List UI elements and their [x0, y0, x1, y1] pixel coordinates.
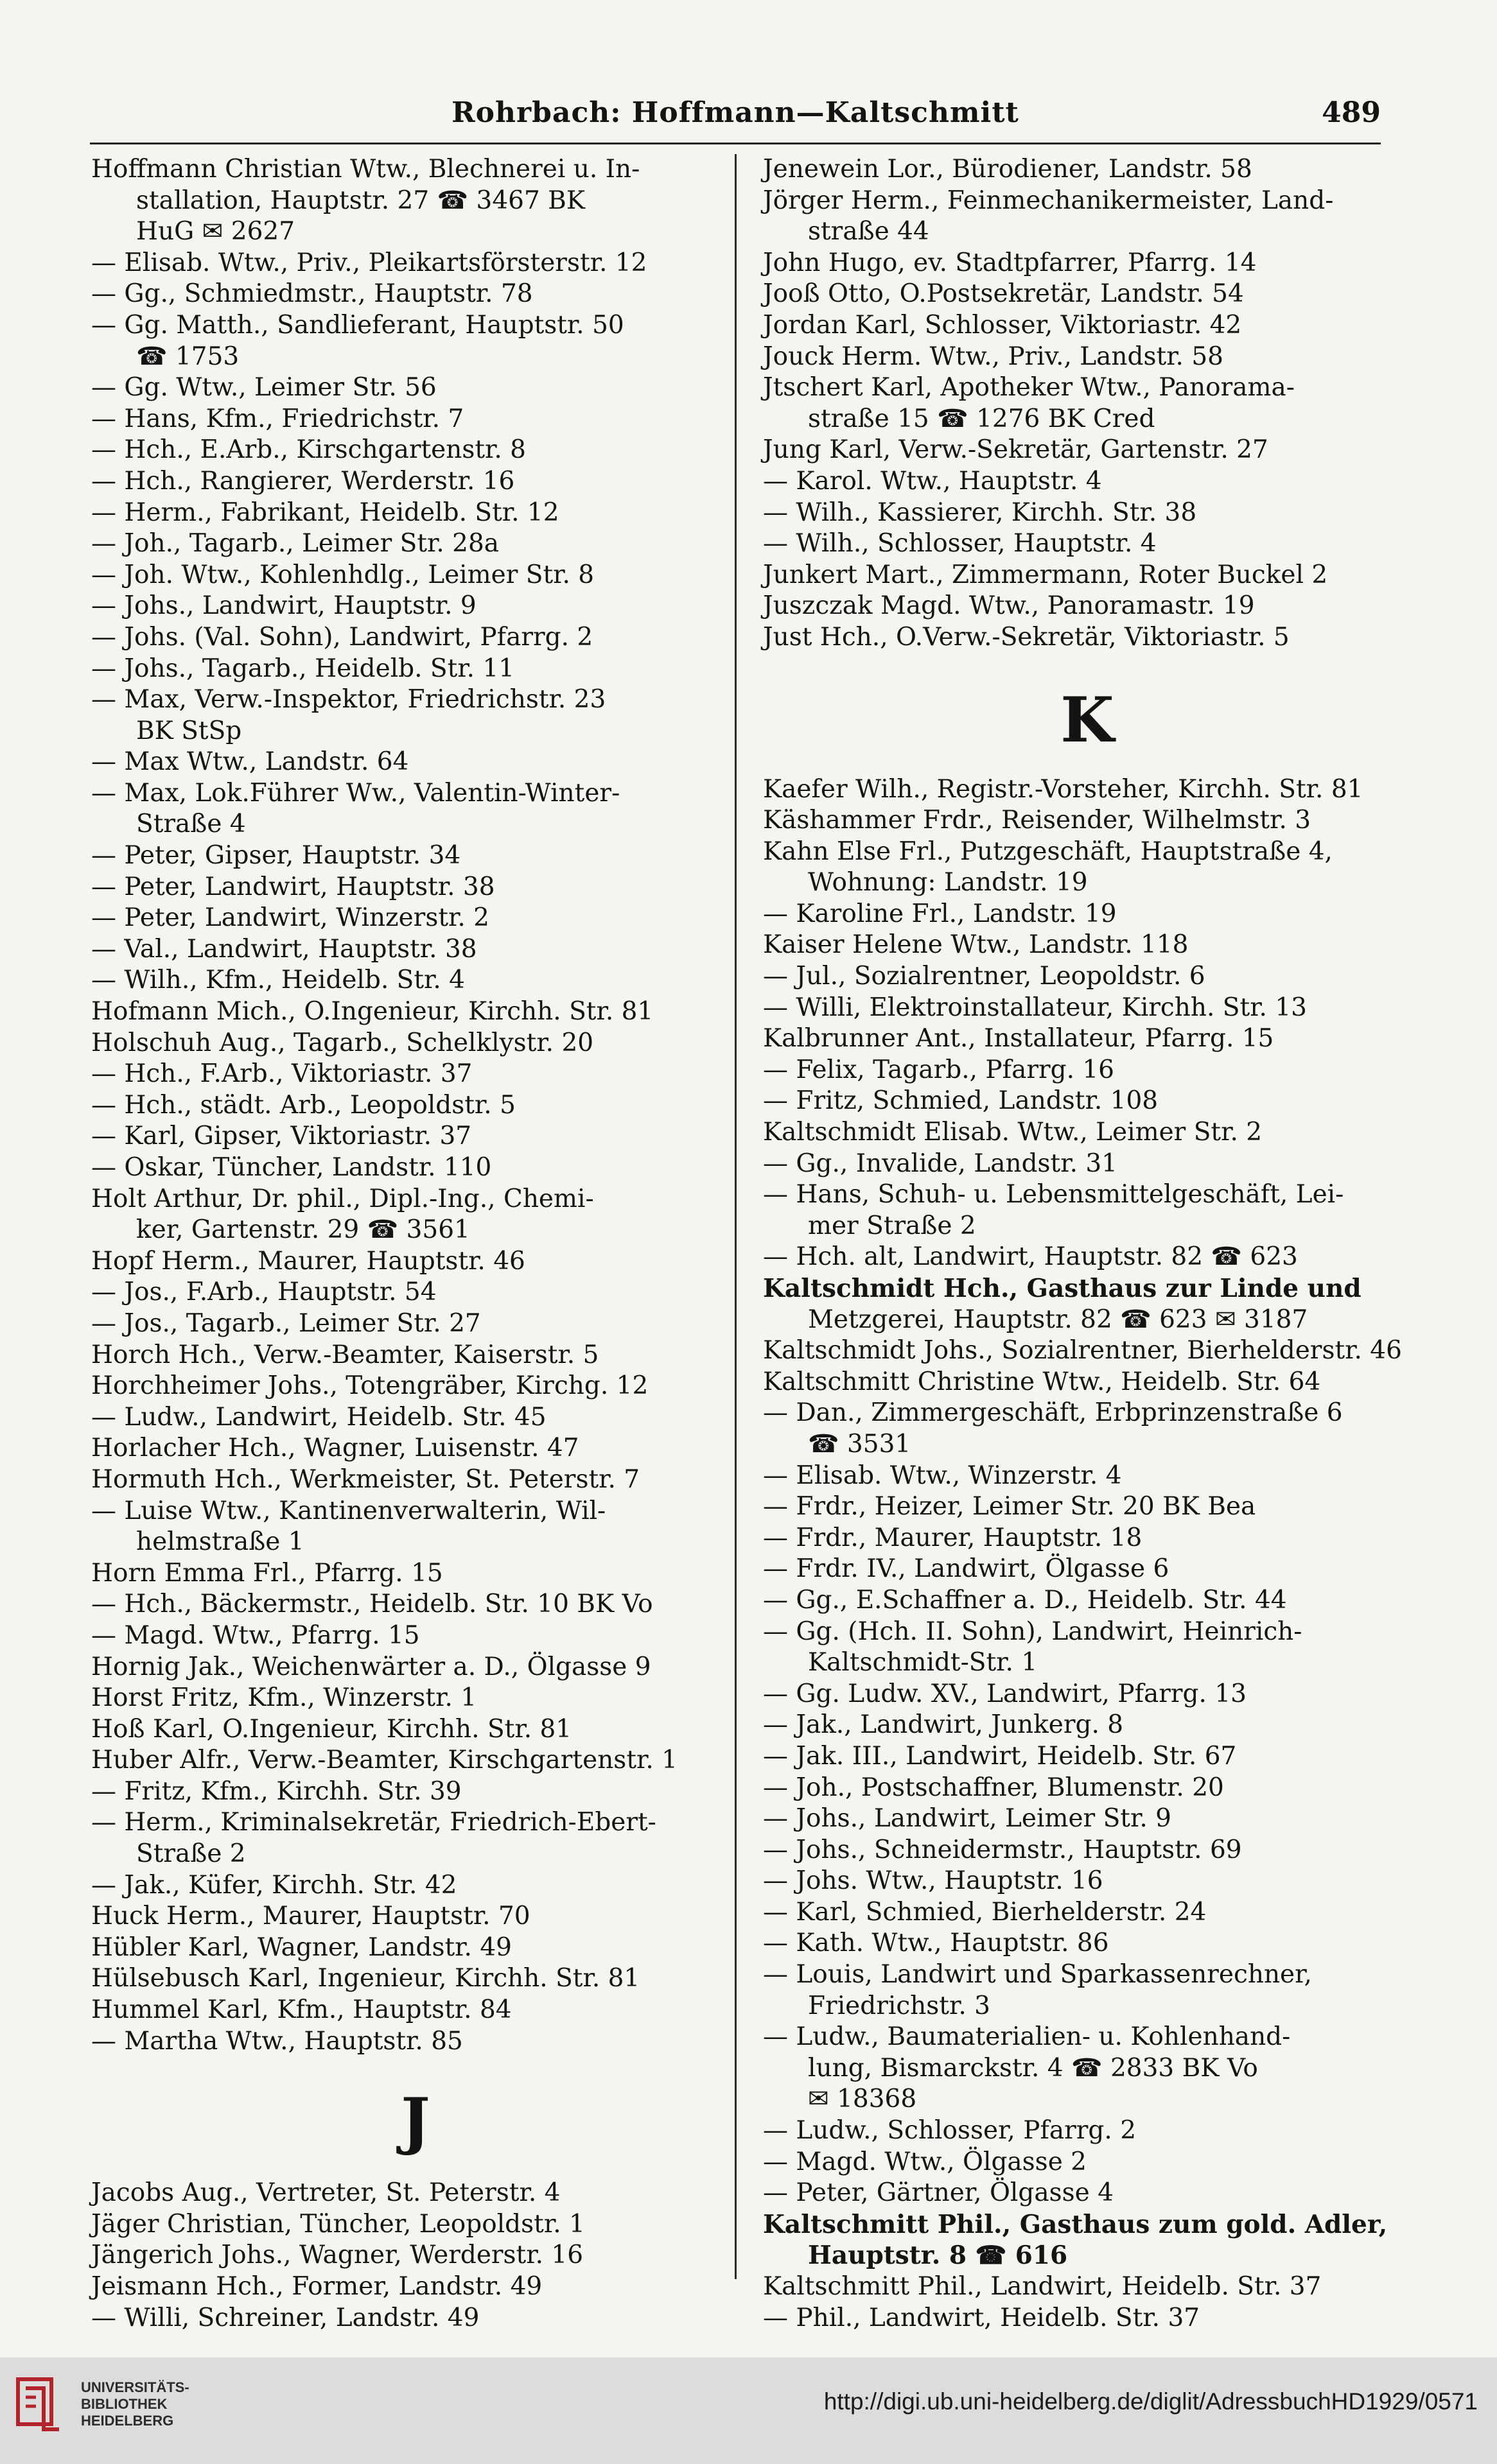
directory-entry: — Herm., Kriminalsekretär, Friedrich-Ebert-	[91, 1808, 656, 1837]
entry-continuation: helmstraße 1	[136, 1527, 304, 1557]
directory-entry: Jooß Otto, O.Postsekretär, Landstr. 54	[763, 279, 1244, 309]
directory-entry: — Martha Wtw., Hauptstr. 85	[91, 2026, 463, 2056]
directory-entry: — Jos., F.Arb., Hauptstr. 54	[91, 1278, 437, 1307]
directory-entry: — Johs., Landwirt, Leimer Str. 9	[763, 1804, 1171, 1834]
directory-entry: — Fritz, Schmied, Landstr. 108	[763, 1086, 1159, 1116]
directory-entry: Kaltschmitt Phil., Landwirt, Heidelb. Str. 37	[763, 2272, 1322, 2301]
directory-entry: Kaltschmitt Phil., Gasthaus zum gold. Adler,	[763, 2209, 1388, 2239]
directory-entry: — Hch., städt. Arb., Leopoldstr. 5	[91, 1090, 516, 1120]
left-entries	[91, 154, 740, 2057]
directory-entry: Just Hch., O.Verw.-Sekretär, Viktoriastr. 5	[763, 622, 1290, 652]
right-entries-after	[763, 774, 1412, 2334]
page-number: 489	[1322, 96, 1381, 129]
directory-entry: John Hugo, ev. Stadtpfarrer, Pfarrg. 14	[763, 248, 1257, 277]
entry-continuation: Wohnung: Landstr. 19	[808, 868, 1088, 898]
directory-entry: — Peter, Gärtner, Ölgasse 4	[763, 2178, 1114, 2208]
directory-entry: — Hans, Schuh- u. Lebensmittelgeschäft, Lei-	[763, 1180, 1344, 1210]
directory-entry: — Magd. Wtw., Ölgasse 2	[763, 2147, 1087, 2176]
page-header	[90, 96, 1381, 135]
directory-entry: Kahn Else Frl., Putzgeschäft, Hauptstraße 4,	[763, 837, 1333, 866]
library-logo-icon	[14, 2375, 63, 2434]
directory-entry: Jtschert Karl, Apotheker Wtw., Panorama-	[763, 373, 1295, 403]
directory-entry: — Frdr. IV., Landwirt, Ölgasse 6	[763, 1554, 1169, 1584]
directory-entry: Jörger Herm., Feinmechanikermeister, Land-	[763, 186, 1334, 215]
directory-entry: — Ludw., Schlosser, Pfarrg. 2	[763, 2116, 1137, 2146]
directory-entry: Kaltschmitt Christine Wtw., Heidelb. Str. 64	[763, 1367, 1321, 1396]
directory-entry: — Jul., Sozialrentner, Leopoldstr. 6	[763, 962, 1205, 991]
directory-entry: Hormuth Hch., Werkmeister, St. Peterstr. 7	[91, 1464, 640, 1494]
directory-entry: Hopf Herm., Maurer, Hauptstr. 46	[91, 1246, 525, 1276]
directory-entry: — Karoline Frl., Landstr. 19	[763, 899, 1117, 928]
directory-entry: Holschuh Aug., Tagarb., Schelklystr. 20	[91, 1028, 594, 1057]
directory-entry: — Jos., Tagarb., Leimer Str. 27	[91, 1308, 481, 1338]
source-url[interactable]: http://digi.ub.uni-heidelberg.de/diglit/AdressbuchHD1929/0571	[823, 2388, 1478, 2415]
directory-entry: — Wilh., Kassierer, Kirchh. Str. 38	[763, 498, 1197, 527]
directory-entry: — Karl, Schmied, Bierhelderstr. 24	[763, 1897, 1207, 1927]
directory-entry: — Peter, Landwirt, Winzerstr. 2	[91, 903, 489, 933]
directory-entry: — Johs., Tagarb., Heidelb. Str. 11	[91, 654, 515, 683]
directory-entry: Hoß Karl, O.Ingenieur, Kirchh. Str. 81	[91, 1714, 572, 1744]
directory-entry: — Karl, Gipser, Viktoriastr. 37	[91, 1122, 472, 1151]
directory-entry: Horn Emma Frl., Pfarrg. 15	[91, 1558, 443, 1588]
right-column	[763, 154, 1412, 2334]
directory-entry: — Hch., Bäckermstr., Heidelb. Str. 10 BK Vo	[91, 1590, 653, 1619]
directory-entry: — Gg. Matth., Sandlieferant, Hauptstr. 50	[91, 310, 624, 340]
directory-entry: — Gg. Wtw., Leimer Str. 56	[91, 373, 437, 403]
directory-entry: Käshammer Frdr., Reisender, Wilhelmstr. 3	[763, 806, 1311, 835]
directory-entry: — Max, Lok.Führer Ww., Valentin-Winter-	[91, 778, 620, 808]
directory-entry: Jäger Christian, Tüncher, Leopoldstr. 1	[91, 2209, 585, 2239]
directory-entry: — Dan., Zimmergeschäft, Erbprinzenstraße 6	[763, 1398, 1343, 1428]
footer-bar	[0, 2357, 1497, 2464]
section-letter-k: K	[1060, 683, 1114, 756]
directory-entry: Junkert Mart., Zimmermann, Roter Buckel 2	[763, 560, 1328, 589]
directory-entry: Jängerich Johs., Wagner, Werderstr. 16	[91, 2241, 584, 2270]
directory-entry: — Oskar, Tüncher, Landstr. 110	[91, 1153, 492, 1182]
directory-entry: — Johs., Schneidermstr., Hauptstr. 69	[763, 1835, 1242, 1864]
entry-continuation: Metzgerei, Hauptstr. 82 ☎ 623 ✉ 3187	[808, 1305, 1308, 1334]
directory-entry: — Elisab. Wtw., Priv., Pleikartsförsterstr. 12	[91, 248, 647, 277]
directory-entry: — Johs. Wtw., Hauptstr. 16	[763, 1866, 1103, 1896]
directory-entry: Jacobs Aug., Vertreter, St. Peterstr. 4	[91, 2178, 561, 2208]
entry-continuation: ☎ 1753	[136, 342, 240, 371]
directory-entry: — Gg., Invalide, Landstr. 31	[763, 1149, 1117, 1178]
left-entries-after	[91, 2178, 740, 2334]
directory-entry: — Wilh., Schlosser, Hauptstr. 4	[763, 529, 1157, 559]
directory-entry: Jouck Herm. Wtw., Priv., Landstr. 58	[763, 342, 1223, 371]
directory-entry: Horch Hch., Verw.-Beamter, Kaiserstr. 5	[91, 1340, 599, 1369]
entry-continuation: stallation, Hauptstr. 27 ☎ 3467 BK	[136, 186, 585, 215]
directory-entry: Huck Herm., Maurer, Hauptstr. 70	[91, 1902, 530, 1931]
directory-entry: Hübler Karl, Wagner, Landstr. 49	[91, 1932, 512, 1962]
directory-entry: Hofmann Mich., O.Ingenieur, Kirchh. Str. 81	[91, 997, 654, 1027]
directory-entry: Jenewein Lor., Bürodiener, Landstr. 58	[763, 155, 1252, 184]
entry-continuation: ☎ 3531	[808, 1429, 911, 1459]
directory-entry: — Willi, Schreiner, Landstr. 49	[91, 2303, 480, 2332]
header-rule	[90, 143, 1381, 144]
entry-continuation: ✉ 18368	[808, 2085, 917, 2114]
directory-entry: — Ludw., Baumaterialien- u. Kohlenhand-	[763, 2022, 1291, 2052]
directory-entry: — Magd. Wtw., Pfarrg. 15	[91, 1620, 420, 1650]
directory-entry: Hülsebusch Karl, Ingenieur, Kirchh. Str. 81	[91, 1964, 640, 1993]
directory-entry: — Ludw., Landwirt, Heidelb. Str. 45	[91, 1402, 547, 1432]
directory-entry: Hoffmann Christian Wtw., Blechnerei u. In-	[91, 155, 640, 184]
directory-entry: Juszczak Magd. Wtw., Panoramastr. 19	[763, 591, 1255, 621]
directory-entry: — Herm., Fabrikant, Heidelb. Str. 12	[91, 498, 559, 527]
entry-continuation: ker, Gartenstr. 29 ☎ 3561	[136, 1215, 470, 1245]
directory-entry: — Gg. Ludw. XV., Landwirt, Pfarrg. 13	[763, 1679, 1247, 1708]
directory-entry: — Kath. Wtw., Hauptstr. 86	[763, 1929, 1109, 1958]
directory-entry: Holt Arthur, Dr. phil., Dipl.-Ing., Chemi-	[91, 1184, 594, 1213]
directory-entry: — Hch., E.Arb., Kirschgartenstr. 8	[91, 435, 526, 465]
entry-continuation: lung, Bismarckstr. 4 ☎ 2833 BK Vo	[808, 2053, 1258, 2083]
entry-continuation: BK StSp	[136, 716, 242, 745]
directory-entry: — Max, Verw.-Inspektor, Friedrichstr. 23	[91, 685, 606, 715]
directory-entry: — Peter, Landwirt, Hauptstr. 38	[91, 872, 495, 901]
directory-entry: — Elisab. Wtw., Winzerstr. 4	[763, 1461, 1122, 1490]
directory-entry: — Karol. Wtw., Hauptstr. 4	[763, 466, 1102, 496]
column-divider	[735, 154, 737, 2279]
directory-entry: — Hch., Rangierer, Werderstr. 16	[91, 466, 515, 496]
directory-entry: — Johs., Landwirt, Hauptstr. 9	[91, 591, 477, 621]
library-line-1: UNIVERSITÄTS-	[81, 2379, 189, 2395]
library-name	[81, 2379, 189, 2429]
directory-entry: Kaiser Helene Wtw., Landstr. 118	[763, 930, 1189, 960]
directory-entry: — Joh., Tagarb., Leimer Str. 28a	[91, 529, 500, 559]
directory-entry: Jeismann Hch., Former, Landstr. 49	[91, 2272, 543, 2301]
section-letter-j: J	[401, 2085, 430, 2158]
entry-continuation: Friedrichstr. 3	[808, 1991, 990, 2020]
directory-entry: Jordan Karl, Schlosser, Viktoriastr. 42	[763, 310, 1242, 340]
directory-entry: — Louis, Landwirt und Sparkassenrechner,	[763, 1960, 1312, 1990]
directory-entry: Kaltschmidt Johs., Sozialrentner, Bierhelderstr. 46	[763, 1336, 1402, 1366]
directory-entry: — Gg. (Hch. II. Sohn), Landwirt, Heinrich-	[763, 1617, 1302, 1646]
directory-entry: Horlacher Hch., Wagner, Luisenstr. 47	[91, 1434, 579, 1463]
entry-continuation: Hauptstr. 8 ☎ 616	[808, 2241, 1068, 2271]
entry-continuation: Straße 2	[136, 1839, 246, 1869]
entry-continuation: straße 44	[808, 217, 929, 247]
directory-entry: Kaltschmidt Hch., Gasthaus zur Linde und	[763, 1274, 1361, 1303]
directory-entry: — Jak., Landwirt, Junkerg. 8	[763, 1710, 1124, 1740]
directory-entry: — Max Wtw., Landstr. 64	[91, 747, 409, 777]
directory-entry: Kaefer Wilh., Registr.-Vorsteher, Kirchh. Str. 81	[763, 774, 1363, 804]
directory-entry: — Joh. Wtw., Kohlenhdlg., Leimer Str. 8	[91, 560, 595, 589]
directory-entry: — Gg., E.Schaffner a. D., Heidelb. Str. 44	[763, 1585, 1287, 1615]
directory-entry: — Val., Landwirt, Hauptstr. 38	[91, 934, 477, 964]
directory-entry: Hornig Jak., Weichenwärter a. D., Ölgasse 9	[91, 1652, 651, 1681]
directory-entry: — Felix, Tagarb., Pfarrg. 16	[763, 1055, 1114, 1084]
directory-entry: Hummel Karl, Kfm., Hauptstr. 84	[91, 1995, 512, 2025]
directory-entry: — Luise Wtw., Kantinenverwalterin, Wil-	[91, 1496, 606, 1525]
page-title: Rohrbach: Hoffmann—Kaltschmitt	[451, 96, 1019, 129]
entry-continuation: Kaltschmidt-Str. 1	[808, 1648, 1038, 1678]
entry-continuation: mer Straße 2	[808, 1211, 976, 1240]
directory-entry: — Hch. alt, Landwirt, Hauptstr. 82 ☎ 623	[763, 1242, 1298, 1272]
directory-entry: Huber Alfr., Verw.-Beamter, Kirschgartenstr. 1	[91, 1746, 678, 1775]
library-line-3: HEIDELBERG	[81, 2413, 174, 2429]
directory-entry: — Frdr., Maurer, Hauptstr. 18	[763, 1523, 1142, 1552]
directory-entry: Horchheimer Johs., Totengräber, Kirchg. 12	[91, 1371, 649, 1401]
directory-entry: Horst Fritz, Kfm., Winzerstr. 1	[91, 1683, 477, 1713]
directory-entry: — Gg., Schmiedmstr., Hauptstr. 78	[91, 279, 533, 309]
directory-entry: — Joh., Postschaffner, Blumenstr. 20	[763, 1773, 1224, 1802]
directory-entry: — Fritz, Kfm., Kirchh. Str. 39	[91, 1776, 462, 1806]
directory-entry: — Frdr., Heizer, Leimer Str. 20 BK Bea	[763, 1492, 1256, 1522]
directory-entry: Kaltschmidt Elisab. Wtw., Leimer Str. 2	[763, 1118, 1263, 1147]
directory-entry: — Wilh., Kfm., Heidelb. Str. 4	[91, 966, 465, 995]
directory-entry: — Johs. (Val. Sohn), Landwirt, Pfarrg. 2	[91, 622, 593, 652]
left-column	[91, 154, 740, 2334]
entry-continuation: HuG ✉ 2627	[136, 217, 295, 247]
directory-entry: — Phil., Landwirt, Heidelb. Str. 37	[763, 2303, 1200, 2332]
directory-entry: Jung Karl, Verw.-Sekretär, Gartenstr. 27	[763, 435, 1268, 465]
entry-continuation: Straße 4	[136, 810, 246, 839]
directory-entry: — Willi, Elektroinstallateur, Kirchh. Str. 13	[763, 993, 1307, 1022]
directory-entry: — Hch., F.Arb., Viktoriastr. 37	[91, 1059, 473, 1089]
directory-entry: Kalbrunner Ant., Installateur, Pfarrg. 15	[763, 1024, 1274, 1054]
directory-entry: — Hans, Kfm., Friedrichstr. 7	[91, 404, 464, 433]
directory-entry: — Jak., Küfer, Kirchh. Str. 42	[91, 1870, 457, 1900]
library-line-2: BIBLIOTHEK	[81, 2396, 168, 2412]
directory-entry: — Jak. III., Landwirt, Heidelb. Str. 67	[763, 1741, 1237, 1771]
directory-entry: — Peter, Gipser, Hauptstr. 34	[91, 841, 461, 871]
right-entries	[763, 154, 1412, 654]
entry-continuation: straße 15 ☎ 1276 BK Cred	[808, 404, 1155, 433]
